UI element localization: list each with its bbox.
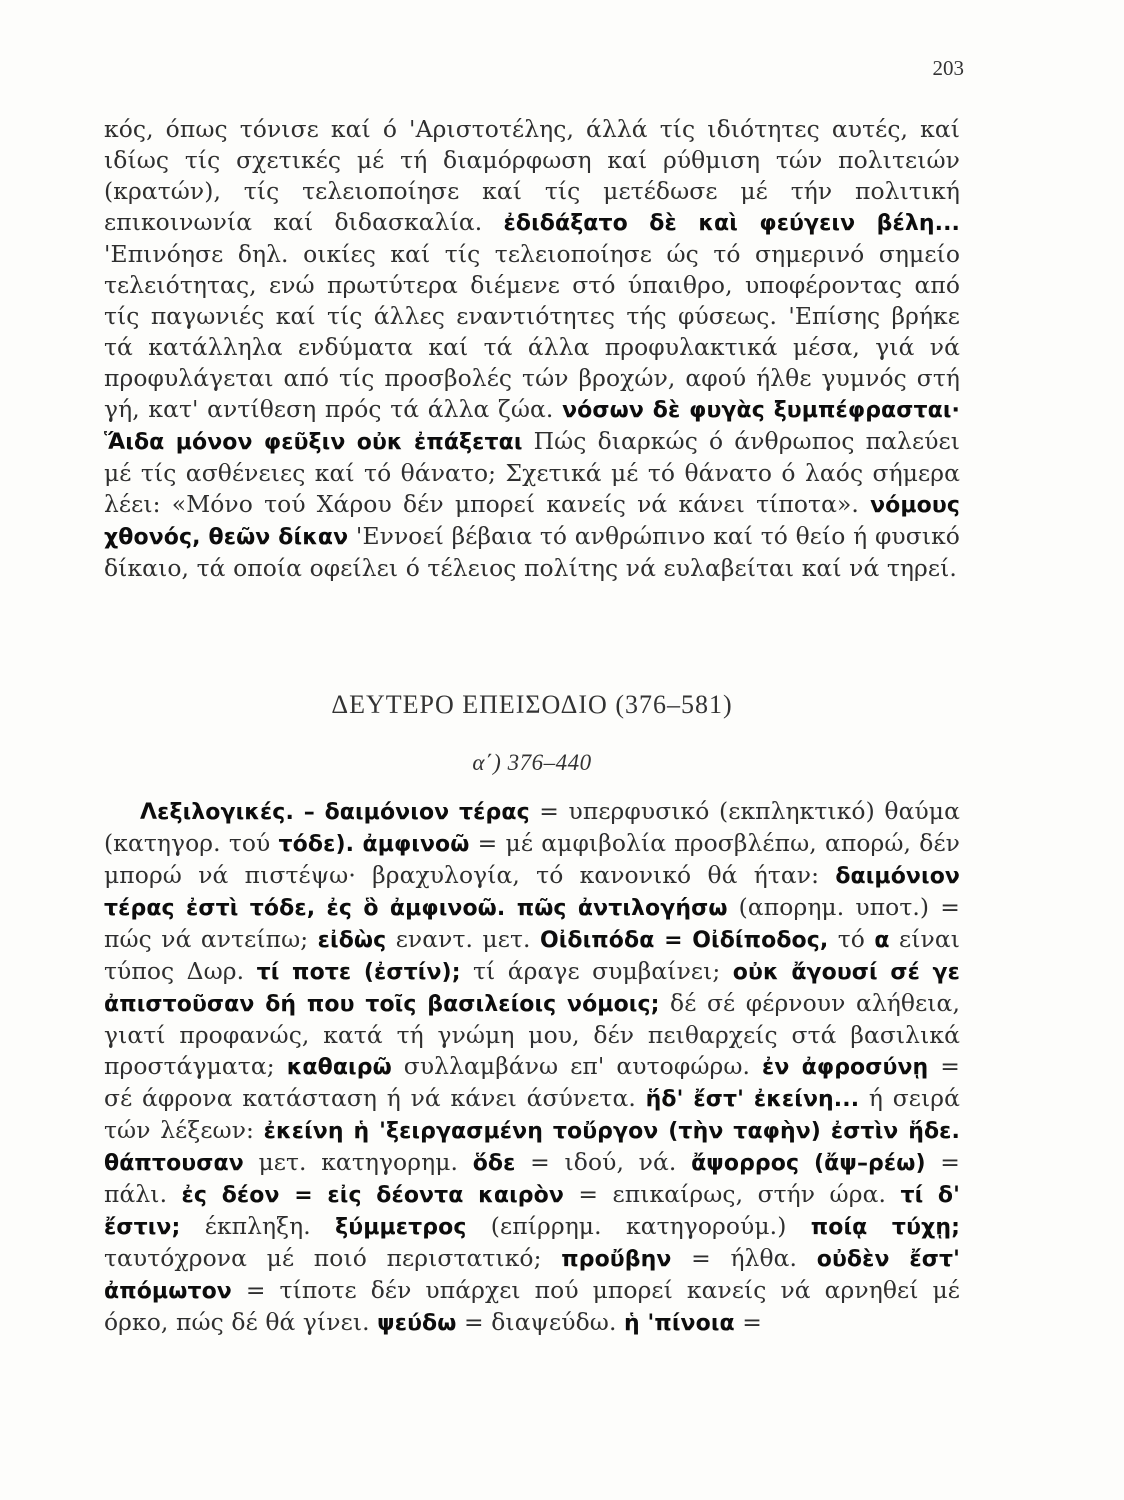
commentary-text: = ήλθα. xyxy=(671,1244,817,1272)
greek-term: ψεύδω xyxy=(377,1311,457,1336)
commentary-text: συλλαμβάνω επ' αυτοφώρω. xyxy=(391,1052,763,1080)
commentary-paragraph xyxy=(104,114,960,584)
greek-term: τί δ' ἔστιν; xyxy=(104,1183,960,1240)
commentary-text: = μέ αμφιβολία προσβλέπω, απορώ, δέν μπορώ νά πιστέψω· βραχυλογία, τό κανονικό θά ήταν: xyxy=(104,829,960,889)
commentary-text: = υπερφυσικό (εκπληκτικό) θαύμα (κατηγορ. τού xyxy=(104,797,960,857)
greek-term: δαιμόνιον τέρας ἐστὶ τόδε, ἐς ὃ ἀμφινοῶ. πῶς ἀντιλογήσω xyxy=(104,864,960,921)
commentary-text: = σέ άφρονα κατάσταση ή νά κάνει άσύνετα. xyxy=(104,1052,960,1112)
greek-term: ἐδιδάξατο δὲ καὶ φεύγειν βέλη... xyxy=(503,211,960,236)
greek-term: ἡ 'πίνοια xyxy=(624,1311,735,1336)
greek-term: οὐδὲν ἔστ' ἀπόμωτον xyxy=(104,1247,960,1304)
commentary-text: = τίποτε δέν υπάρχει πού μπορεί κανείς νά αρνηθεί μέ όρκο, πώς δέ θά γίνει. xyxy=(104,1276,960,1336)
greek-term: εἰδὼς xyxy=(317,928,387,953)
greek-term: Λεξιλογικές. – δαιμόνιον τέρας xyxy=(140,800,530,825)
commentary-text: κός, όπως τόνισε καί ό 'Αριστοτέλης, άλλά τίς ιδιότητες αυτές, καί ιδίως τίς σχετικές μέ τή διαμόρφωση καί ρύθμιση τών πολιτειών (κρατών), τίς τελειοποίησε καί τίς μετέδωσε μέ τήν πολιτική επικοινωνία καί διδασκαλία. xyxy=(104,115,960,236)
greek-term: οὐκ ἄγουσί σέ γε ἀπιστοῦσαν δή που τοῖς βασιλείοις νόμοις; xyxy=(104,960,960,1017)
greek-term: ἐν ἀφροσύνῃ xyxy=(762,1055,929,1080)
greek-term: ἐς δέον = εἰς δέοντα καιρὸν xyxy=(181,1183,564,1208)
episode-heading: ΔΕΥΤΕΡΟ ΕΠΕΙΣΟΔΙΟ (376–581) xyxy=(331,690,733,719)
commentary-text: = xyxy=(734,1308,762,1336)
greek-term: προὔβην xyxy=(561,1247,672,1272)
commentary-text: = διαψεύδω. xyxy=(456,1308,625,1336)
greek-term: νόμους χθονός, θεῶν δίκαν xyxy=(104,493,960,550)
greek-term: καθαιρῶ xyxy=(286,1055,392,1080)
commentary-text: (επίρρημ. κατηγορούμ.) xyxy=(466,1212,811,1240)
commentary-text: εναντ. μετ. xyxy=(386,925,540,953)
greek-term: ἐκείνη ἡ 'ξειργασμένη τοὔργον (τὴν ταφὴν) ἐστὶν ἥδε. θάπτουσαν xyxy=(104,1119,960,1176)
page-number: 203 xyxy=(932,56,964,80)
commentary-text: = πάλι. xyxy=(104,1148,960,1208)
commentary-text: (απορημ. υποτ.) = πώς νά αντείπω; xyxy=(104,893,960,953)
commentary-text: 'Εννοεί βέβαια τό ανθρώπινο καί τό θείο ή φυσικό δίκαιο, τά οποία οφείλει ό τέλειος πολίτης νά ευλαβείται καί νά τηρεί. xyxy=(104,522,960,582)
greek-term: α xyxy=(874,928,890,953)
greek-term: ποίᾳ τύχῃ; xyxy=(810,1215,960,1240)
greek-term: τί ποτε (ἐστίν); xyxy=(256,960,461,985)
greek-term: Οἰδιπόδα = Οἰδίποδος, xyxy=(539,928,829,953)
commentary-text: μετ. κατηγορημ. xyxy=(243,1148,473,1176)
greek-term: τόδε). ἀμφινοῶ xyxy=(278,832,470,857)
greek-term: ἥδ' ἔστ' ἐκείνη... xyxy=(645,1087,860,1112)
commentary-text: τό xyxy=(828,925,875,953)
commentary-text: τί άραγε συμβαίνει; xyxy=(460,957,733,985)
commentary-text: = επικαίρως, στήν ώρα. xyxy=(563,1180,901,1208)
commentary-text: είναι τύπος Δωρ. xyxy=(104,925,961,985)
vocabulary-paragraph xyxy=(104,796,960,1339)
greek-term: ἄψορρος (ἄψ–ρέω) xyxy=(691,1151,926,1176)
greek-term: ὅδε xyxy=(472,1151,516,1176)
commentary-text: ταυτόχρονα μέ ποιό περιστατικό; xyxy=(104,1244,562,1272)
commentary-text: = ιδού, νά. xyxy=(515,1148,692,1176)
commentary-text: έκπληξη. xyxy=(180,1212,336,1240)
section-heading: α΄) 376–440 xyxy=(472,750,592,775)
greek-term: ξύμμετρος xyxy=(335,1215,467,1240)
commentary-text: ή σειρά τών λέξεων: xyxy=(104,1084,960,1144)
commentary-text: 'Επινόησε δηλ. οικίες καί τίς τελειοποίησε ώς τό σημερινό σημείο τελειότητας, ενώ πρωτύτερα διέμενε στό ύπαιθρο, υποφέροντας από τίς παγωνιές καί τίς άλλες εναντιότητες τής φύσεως. 'Επίσης βρήκε τά κατάλληλα ενδύματα καί τά άλλα προφυλακτικά μέσα, γιά νά προφυλάγεται από τίς προσβολές τών βροχών, αφού ήλθε γυμνός στή γή, κατ' αντίθεση πρός τά άλλα ζώα. xyxy=(104,240,960,423)
commentary-text: Πώς διαρκώς ό άνθρωπος παλεύει μέ τίς ασθένειες καί τό θάνατο; Σχετικά μέ τό θάνατο ό λαός σήμερα λέει: «Μόνο τού Χάρου δέν μπορεί κανείς νά κάνει τίποτα». xyxy=(104,427,960,518)
commentary-text: δέ σέ φέρνουν αλήθεια, γιατί προφανώς, κατά τή γνώμη μου, δέν πειθαρχείς στά βασιλικά προστάγματα; xyxy=(104,989,960,1080)
greek-term: νόσων δὲ φυγὰς ξυμπέφρασται· Ἅιδα μόνον φεῦξιν οὐκ ἐπάξεται xyxy=(104,398,960,455)
